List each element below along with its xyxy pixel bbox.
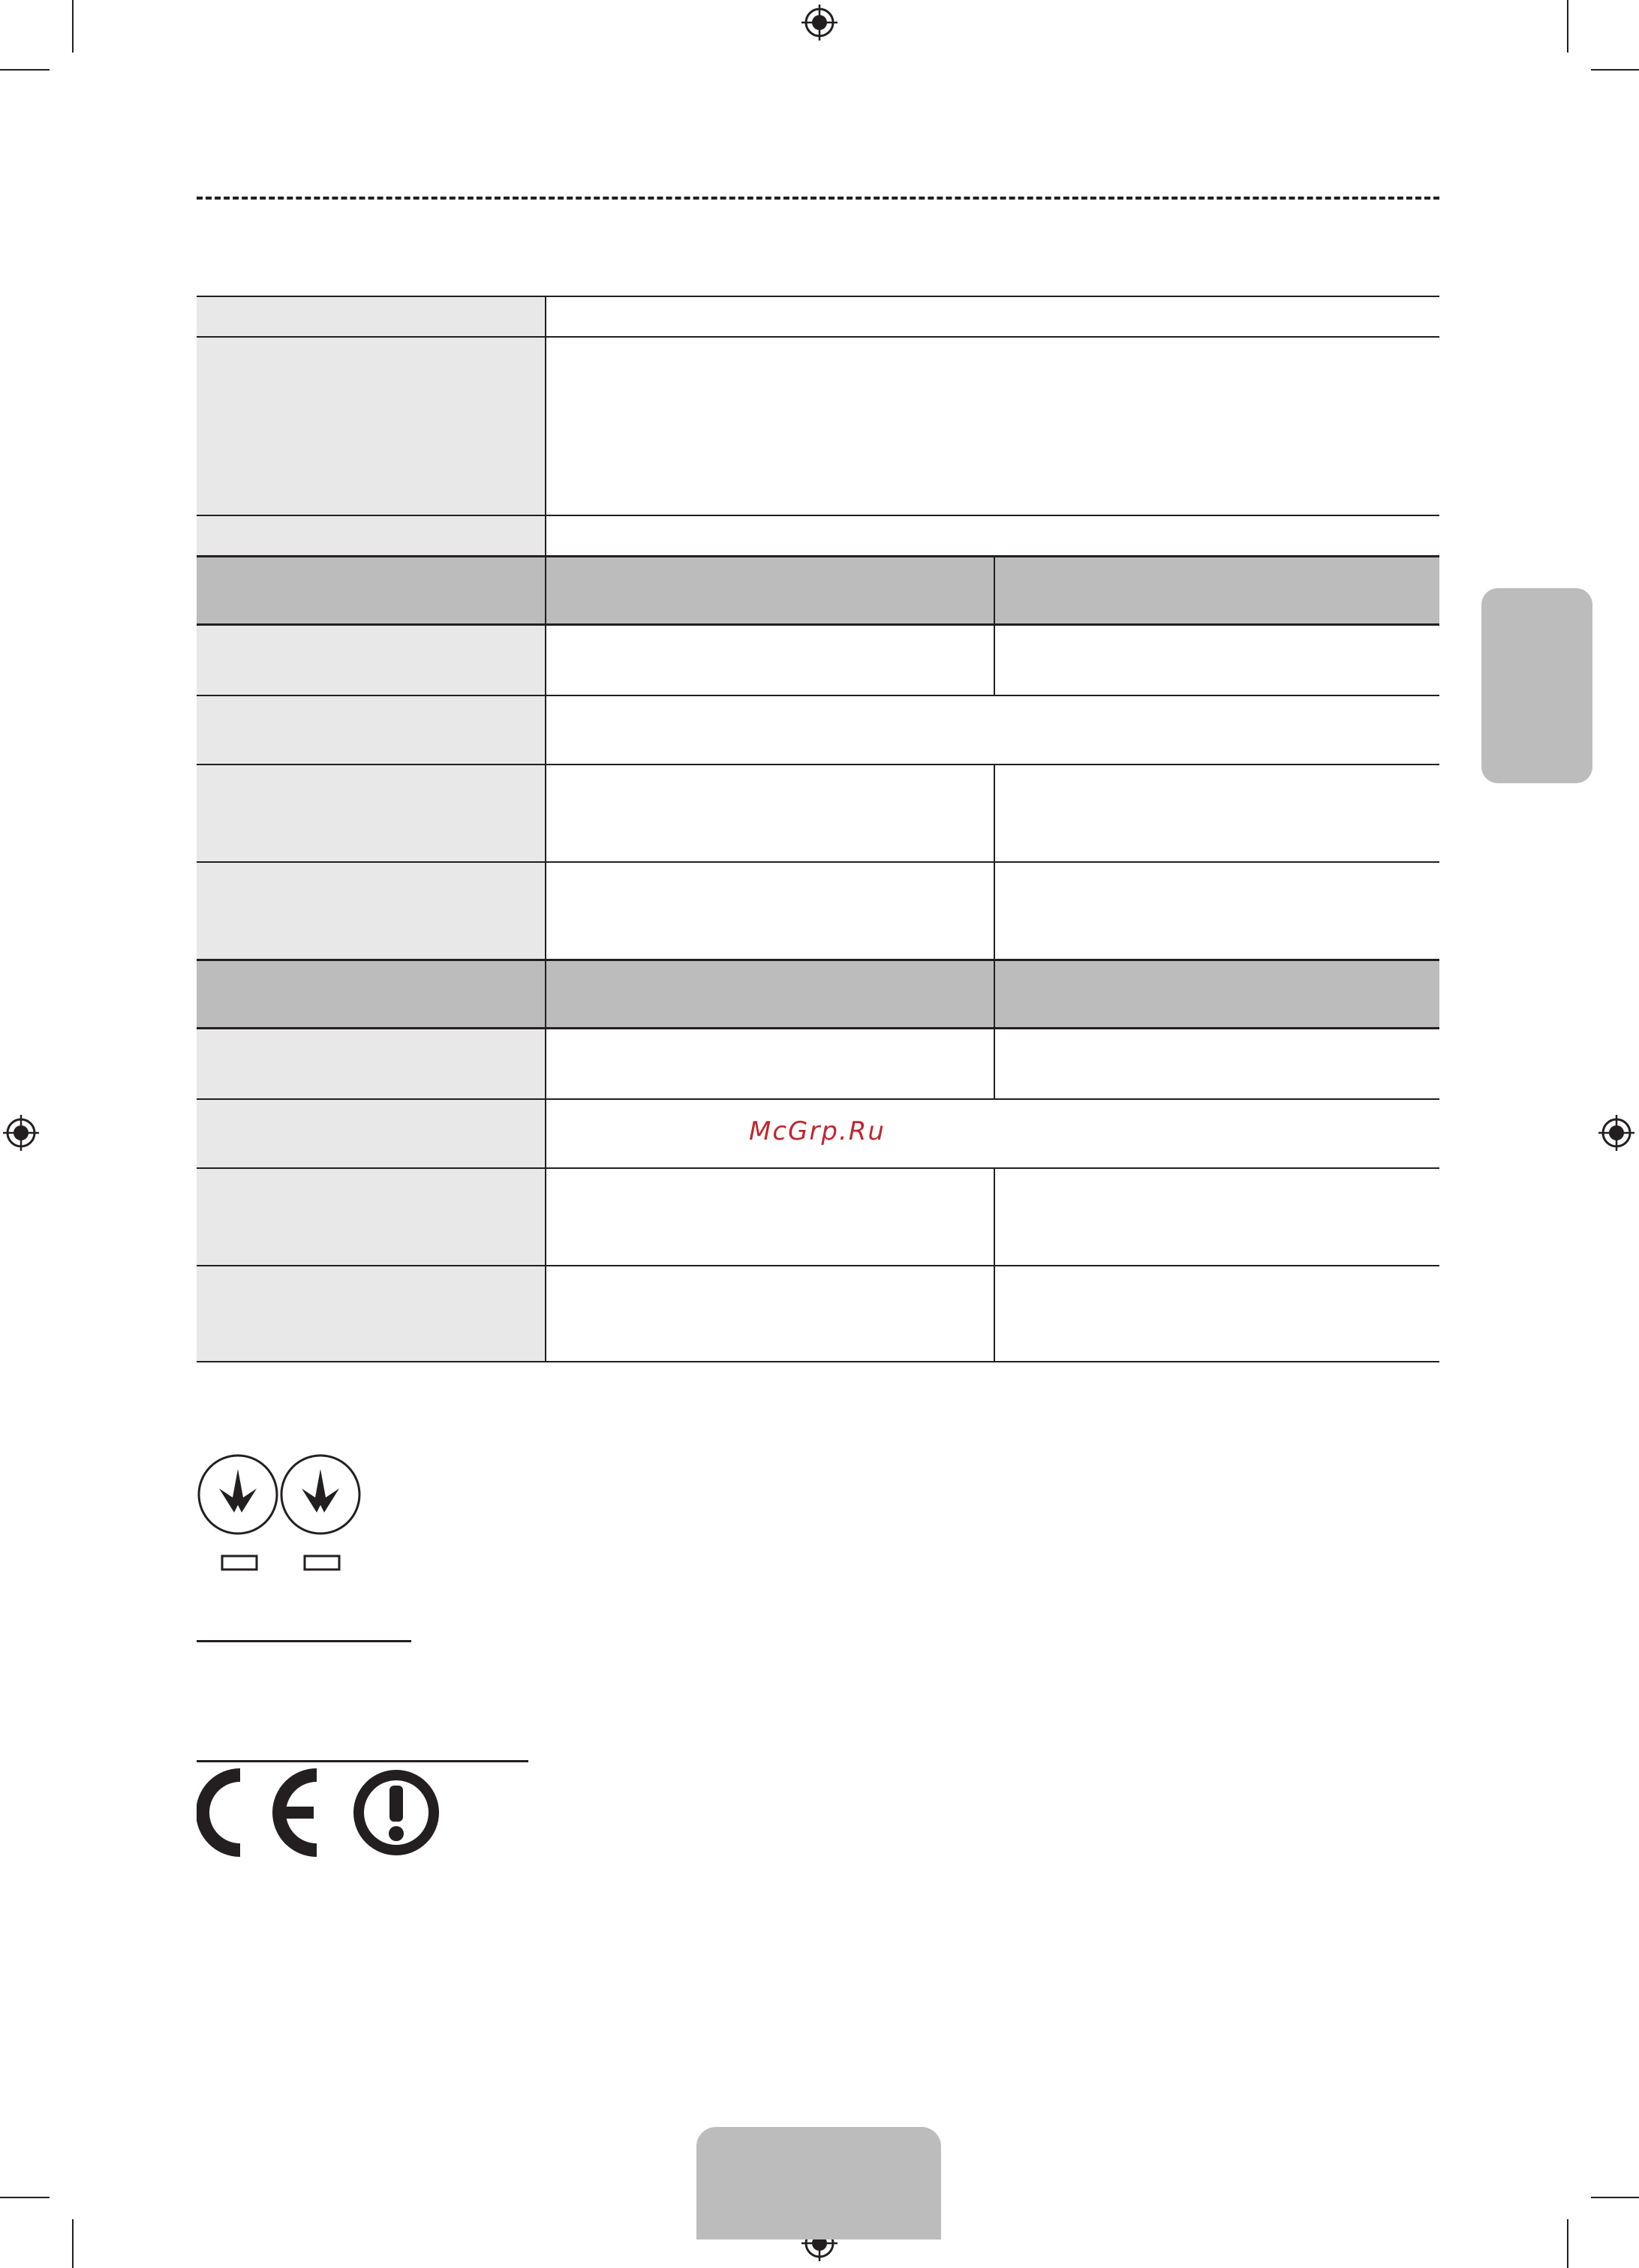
- crop-mark: [1567, 0, 1568, 53]
- table-header-row: [197, 555, 1439, 626]
- table-row: [197, 695, 1439, 764]
- table-row: [197, 336, 1439, 515]
- registration-target-icon: [3, 1115, 39, 1151]
- header-cell: [994, 557, 1439, 623]
- row-value-cell: [545, 297, 1439, 336]
- header-cell: [545, 557, 994, 623]
- row-label-cell: [197, 863, 545, 959]
- row-label-cell: [197, 1266, 545, 1361]
- table-row: [197, 861, 1439, 959]
- row-value-cell: [545, 626, 994, 695]
- crop-mark: [0, 2197, 50, 2198]
- crop-mark: [72, 0, 74, 53]
- row-value-cell: [545, 338, 1439, 515]
- page-number-tab: [696, 2127, 941, 2239]
- header-cell: [197, 557, 545, 623]
- row-label-cell: [197, 338, 545, 515]
- row-value-cell: [994, 1029, 1439, 1098]
- header-cell: [545, 961, 994, 1027]
- table-row: [197, 296, 1439, 336]
- row-value-cell: [545, 696, 1439, 764]
- exclamation-circle-icon: [351, 1768, 441, 1858]
- crop-mark: [72, 2219, 74, 2268]
- registration-target-icon: [801, 5, 838, 41]
- row-value-cell: [545, 1100, 1439, 1167]
- row-label-cell: [197, 765, 545, 861]
- table-row: [197, 515, 1439, 555]
- row-label-cell: [197, 696, 545, 764]
- ukrainian-certification-mark-icon: [197, 1452, 369, 1573]
- divider-rule: [197, 1640, 411, 1642]
- row-value-cell: [994, 765, 1439, 861]
- row-value-cell: [545, 516, 1439, 555]
- row-value-cell: [545, 1029, 994, 1098]
- row-label-cell: [197, 626, 545, 695]
- row-value-cell: [545, 1169, 994, 1265]
- row-label-cell: [197, 297, 545, 336]
- table-row: [197, 764, 1439, 861]
- row-label-cell: [197, 516, 545, 555]
- row-label-cell: [197, 1029, 545, 1098]
- row-value-cell: [994, 1266, 1439, 1361]
- header-cell: [197, 961, 545, 1027]
- table-row: [197, 626, 1439, 695]
- registration-target-icon: [1598, 1115, 1634, 1151]
- table-row: [197, 1167, 1439, 1265]
- header-cell: [994, 961, 1439, 1027]
- table-row: [197, 1029, 1439, 1098]
- row-value-cell: [545, 1266, 994, 1361]
- row-label-cell: [197, 1100, 545, 1167]
- row-value-cell: [994, 626, 1439, 695]
- table-header-row: [197, 959, 1439, 1029]
- crop-mark: [1567, 2219, 1568, 2268]
- section-dashed-rule: [197, 197, 1439, 200]
- ce-mark-icon: [197, 1768, 324, 1858]
- watermark-text: McGrp.Ru: [749, 1116, 886, 1146]
- row-label-cell: [197, 1169, 545, 1265]
- crop-mark: [1591, 69, 1639, 71]
- row-value-cell: [994, 1169, 1439, 1265]
- row-value-cell: [545, 863, 994, 959]
- row-value-cell: [994, 863, 1439, 959]
- divider-rule: [197, 1760, 528, 1762]
- crop-mark: [0, 69, 50, 71]
- language-side-tab: [1481, 588, 1592, 783]
- crop-mark: [1591, 2197, 1639, 2198]
- row-value-cell: [545, 765, 994, 861]
- table-row: [197, 1265, 1439, 1362]
